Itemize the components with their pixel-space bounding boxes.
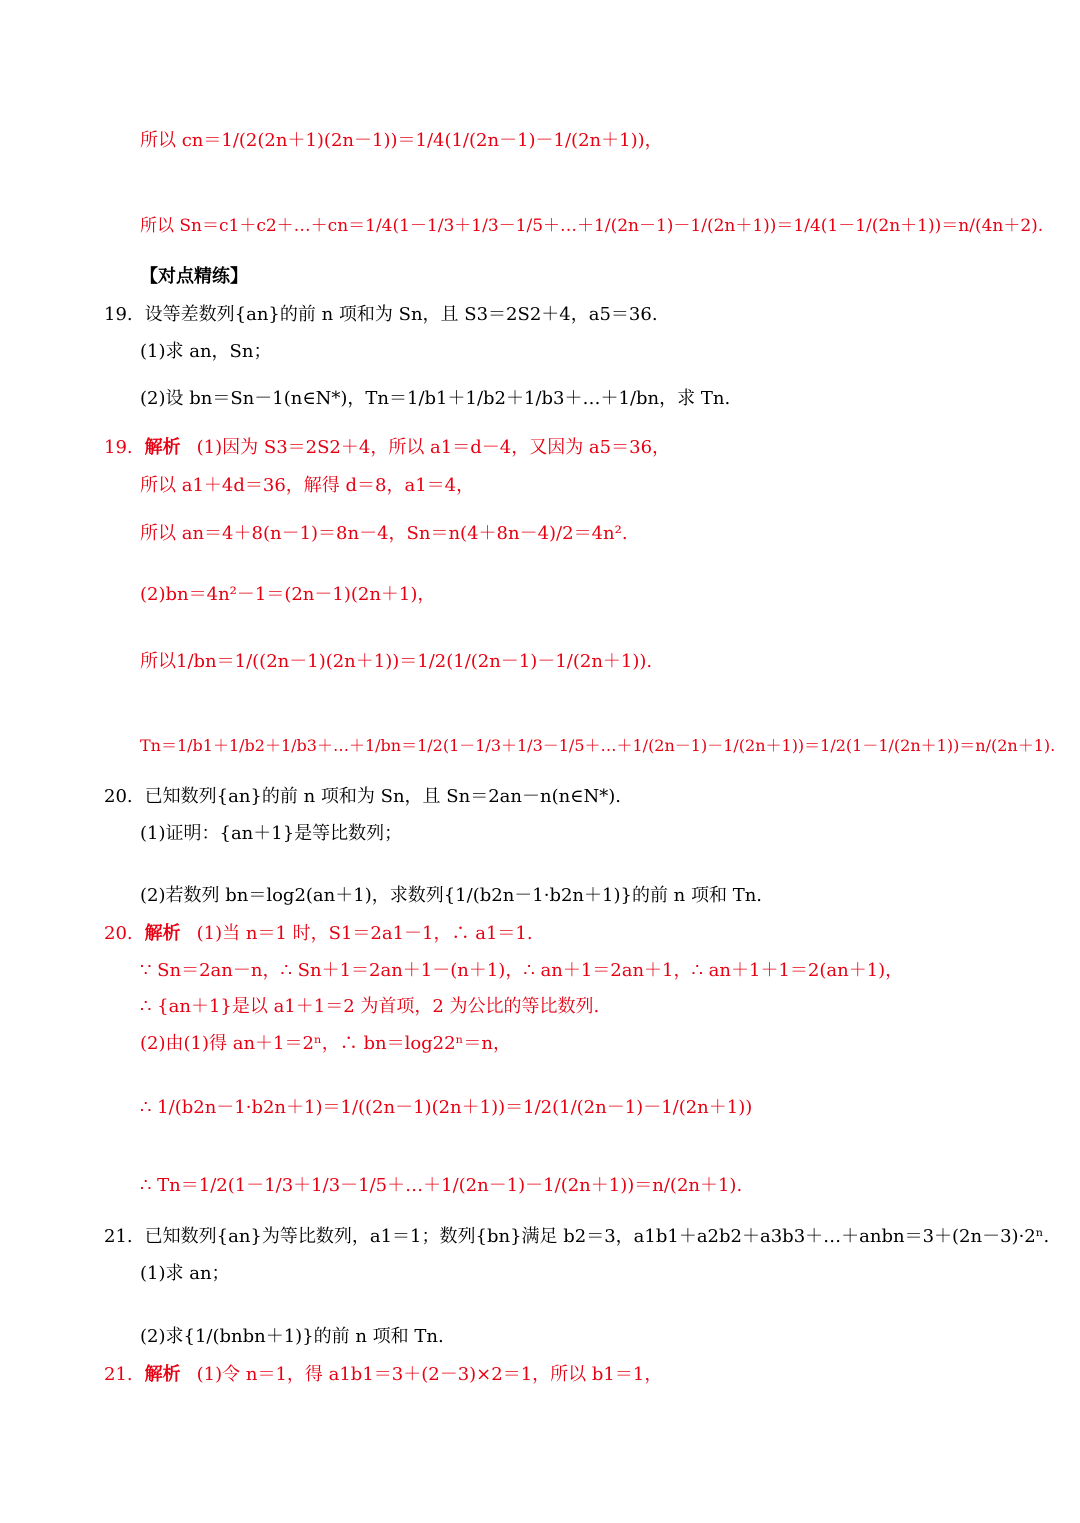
- problem-line: [104, 306, 658, 324]
- line-text: 所以 Sn＝c1＋c2＋…＋cn＝1/4(1－1/3＋1/3－1/5＋…＋1/(2n－1)－1/(2n＋1))＝1/4(1－1/(2n＋1))＝n/(4n＋2).: [140, 216, 1044, 236]
- section-heading: [140, 268, 248, 286]
- solution-line: [140, 1035, 511, 1053]
- solution-line: [140, 132, 663, 150]
- line-text: (1)证明：{an＋1}是等比数列；: [140, 823, 403, 844]
- line-text: 设等差数列{an}的前 n 项和为 Sn，且 S3＝2S2＋4，a5＝36.: [144, 304, 658, 325]
- line-text: 所以1/bn＝1/((2n－1)(2n＋1))＝1/2(1/(2n－1)－1/(2n＋1)).: [140, 651, 653, 672]
- solution-line: [140, 477, 474, 495]
- solution-line: [104, 925, 533, 943]
- problem-line: [140, 1265, 230, 1283]
- line-text: 已知数列{an}的前 n 项和为 Sn，且 Sn＝2an－n(n∈N*).: [144, 786, 621, 807]
- line-text: ∴ Tn＝1/2(1－1/3＋1/3－1/5＋…＋1/(2n－1)－1/(2n＋1))＝n/(2n＋1).: [140, 1175, 743, 1196]
- line-text: ∵ Sn＝2an－n，∴ Sn＋1＝2an＋1－(n＋1)，∴ an＋1＝2an＋1，∴ an＋1＋1＝2(an＋1)，: [140, 960, 904, 981]
- solution-line: [140, 1177, 742, 1195]
- solution-label: 解析: [144, 923, 181, 944]
- line-text: (1)求 an；: [140, 1263, 230, 1284]
- problem-line: [140, 825, 402, 843]
- line-text: (2)若数列 bn＝log2(an＋1)，求数列{1/(b2n－1·b2n＋1)}的前 n 项和 Tn.: [140, 885, 763, 906]
- line-text: (1)因为 S3＝2S2＋4，所以 a1＝d－4，又因为 a5＝36，: [196, 437, 671, 458]
- problem-line: [104, 1228, 1049, 1246]
- solution-line: [104, 1366, 662, 1384]
- solution-line: [140, 738, 1055, 754]
- line-text: (1)令 n＝1，得 a1b1＝3＋(2－3)×2＝1，所以 b1＝1，: [196, 1364, 663, 1385]
- line-text: (2)由(1)得 an＋1＝2ⁿ，∴ bn＝log22ⁿ＝n，: [140, 1033, 511, 1054]
- solution-line: [140, 1099, 752, 1117]
- problem-line: [104, 788, 621, 806]
- problem-number: 19.: [104, 304, 133, 325]
- line-text: (1)求 an，Sn；: [140, 341, 272, 362]
- problem-line: [140, 390, 730, 408]
- line-text: 已知数列{an}为等比数列，a1＝1；数列{bn}满足 b2＝3，a1b1＋a2b2＋a3b3＋…＋anbn＝3＋(2n－3)·2ⁿ.: [144, 1226, 1050, 1247]
- line-text: (1)当 n＝1 时，S1＝2a1－1，∴ a1＝1.: [196, 923, 533, 944]
- line-text: ∴ 1/(b2n－1·b2n＋1)＝1/((2n－1)(2n＋1))＝1/2(1/(2n－1)－1/(2n＋1)): [140, 1097, 753, 1118]
- solution-line: [140, 962, 903, 980]
- line-text: 所以 an＝4＋8(n－1)＝8n－4，Sn＝n(4＋8n－4)/2＝4n².: [140, 523, 628, 544]
- line-text: 所以 a1＋4d＝36，解得 d＝8，a1＝4，: [140, 475, 475, 496]
- problem-line: [140, 1328, 444, 1346]
- problem-number: 21.: [104, 1364, 133, 1385]
- line-text: ∴ {an＋1}是以 a1＋1＝2 为首项，2 为公比的等比数列.: [140, 996, 600, 1017]
- problem-number: 19.: [104, 437, 133, 458]
- solution-line: [140, 998, 599, 1016]
- solution-line: [140, 586, 435, 604]
- problem-number: 20.: [104, 923, 133, 944]
- solution-line: [140, 653, 652, 671]
- solution-line: [140, 218, 1043, 235]
- line-text: (2)bn＝4n²－1＝(2n－1)(2n＋1)，: [140, 584, 436, 605]
- solution-label: 解析: [144, 437, 181, 458]
- problem-line: [140, 343, 271, 361]
- solution-label: 解析: [144, 1364, 181, 1385]
- line-text: 【对点精练】: [140, 266, 248, 287]
- line-text: 所以 cn＝1/(2(2n＋1)(2n－1))＝1/4(1/(2n－1)－1/(2n＋1))，: [140, 130, 663, 151]
- line-text: (2)求{1/(bnbn＋1)}的前 n 项和 Tn.: [140, 1326, 444, 1347]
- problem-number: 21.: [104, 1226, 133, 1247]
- line-text: (2)设 bn＝Sn－1(n∈N*)，Tn＝1/b1＋1/b2＋1/b3＋…＋1/bn，求 Tn.: [140, 388, 731, 409]
- problem-number: 20.: [104, 786, 133, 807]
- solution-line: [104, 439, 670, 457]
- problem-line: [140, 887, 762, 905]
- solution-line: [140, 525, 628, 543]
- line-text: Tn＝1/b1＋1/b2＋1/b3＋…＋1/bn＝1/2(1－1/3＋1/3－1/5＋…＋1/(2n－1)－1/(2n＋1))＝1/2(1－1/(2n＋1))＝n/(2n＋1).: [140, 736, 1056, 755]
